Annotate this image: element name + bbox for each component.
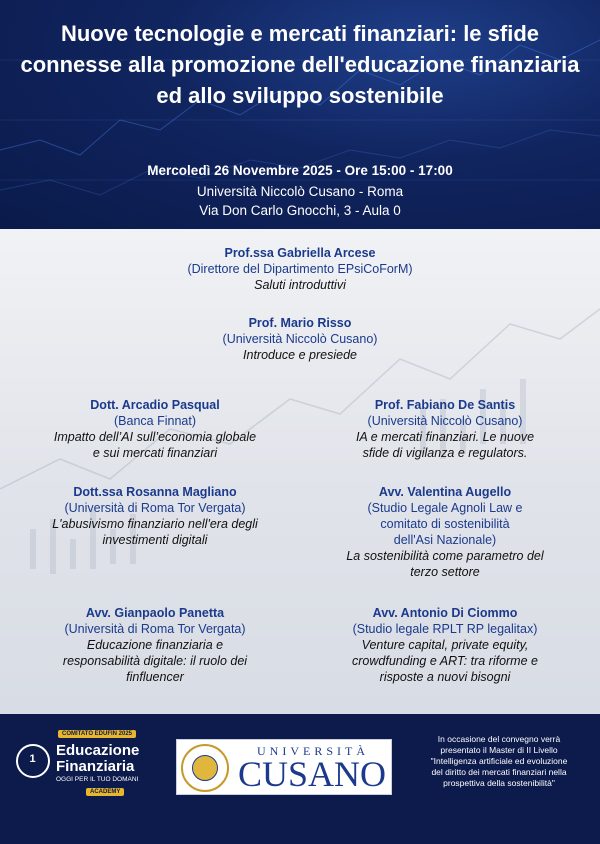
speaker-magliano (20, 484, 290, 548)
event-venue: Università Niccolò Cusano - Roma (196, 184, 404, 199)
speaker-risso (100, 315, 500, 363)
speaker-role: Introduce e presiede (243, 348, 357, 362)
speaker-panetta (20, 605, 290, 685)
speaker-name: Prof. Fabiano De Santis (374, 398, 516, 412)
header-banner (0, 0, 600, 229)
speaker-affiliation: (Università Niccolò Cusano) (222, 332, 378, 346)
speaker-name: Avv. Antonio Di Ciommo (372, 606, 518, 620)
announcement-line: prospettiva della sostenibilità" (443, 778, 555, 788)
event-title: Nuove tecnologie e mercati finanziari: le sfide connesse alla promozione dell'educazione finanziaria ed allo sviluppo sostenibile (20, 21, 580, 108)
speaker-name: Avv. Gianpaolo Panetta (85, 606, 225, 620)
talk-title-line: finfluencer (126, 670, 184, 684)
speaker-name: Avv. Valentina Augello (378, 485, 512, 499)
announcement-line: presentato il Master di II Livello (440, 745, 558, 755)
speaker-affiliation-line: comitato di sostenibilità (380, 517, 510, 531)
talk-title-line: La sostenibilità come parametro del (346, 549, 544, 563)
speaker-affiliation: (Università Niccolò Cusano) (367, 414, 523, 428)
footer-bar (0, 714, 600, 844)
talk-title-line: sfide di vigilanza e regulators. (362, 446, 528, 460)
speaker-affiliation-line: dell'Asi Nazionale) (393, 533, 497, 547)
speaker-name: Prof.ssa Gabriella Arcese (224, 246, 376, 260)
speakers-section (0, 229, 600, 714)
event-location (0, 182, 600, 220)
talk-title-line: Venture capital, private equity, (361, 638, 529, 652)
edufin-academy-badge: ACADEMY (86, 788, 124, 796)
speaker-affiliation: (Banca Finnat) (114, 414, 196, 428)
announcement-line: "Intelligenza artificiale ed evoluzione (430, 756, 568, 766)
master-announcement (410, 734, 588, 789)
speaker-augello (310, 484, 580, 580)
announcement-line: In occasione del convegno verrà (437, 734, 561, 744)
talk-title-line: investimenti digitali (102, 533, 208, 547)
speaker-name: Dott.ssa Rosanna Magliano (73, 485, 237, 499)
talk-title-line: L'abusivismo finanziario nell'era degli (52, 517, 258, 531)
edufin-tagline: OGGI PER IL TUO DOMANI (56, 776, 139, 783)
university-seal-icon (181, 744, 229, 792)
speaker-arcese (100, 245, 500, 293)
speaker-affiliation: (Università di Roma Tor Vergata) (64, 501, 246, 515)
speaker-pasqual (20, 397, 290, 461)
talk-title-line: IA e mercati finanziari. Le nuove (355, 430, 535, 444)
speaker-role: Saluti introduttivi (254, 278, 346, 292)
talk-title-line: e sui mercati finanziari (92, 446, 218, 460)
talk-title-line: Educazione finanziaria e (86, 638, 224, 652)
speaker-affiliation: (Direttore del Dipartimento EPsiCoForM) (187, 262, 413, 276)
speaker-name: Dott. Arcadio Pasqual (90, 398, 220, 412)
cusano-logo-name: CUSANO (237, 754, 387, 794)
talk-title-line: responsabilità digitale: il ruolo dei (62, 654, 248, 668)
edufin-title-line: Finanziaria (56, 758, 135, 775)
event-address: Via Don Carlo Gnocchi, 3 - Aula 0 (199, 203, 401, 218)
talk-title-line: risposte a nuovi bisogni (379, 670, 511, 684)
cusano-university-logo (176, 739, 392, 795)
talk-title-line: crowdfunding e ART: tra riforme e (352, 654, 538, 668)
talk-title-line: Impatto dell’AI sull’economia globale (53, 430, 257, 444)
edufin-title-line: Educazione (56, 742, 140, 759)
edufin-emblem-icon: 1 (16, 744, 50, 778)
speaker-affiliation: (Università di Roma Tor Vergata) (64, 622, 246, 636)
event-date-time: Mercoledì 26 Novembre 2025 - Ore 15:00 - 17:00 (147, 163, 453, 178)
edufin-logo (16, 730, 166, 816)
speaker-affiliation: (Studio legale RPLT RP legalitax) (352, 622, 538, 636)
announcement-line: del diritto dei mercati finanziari nella (431, 767, 567, 777)
speaker-name: Prof. Mario Risso (248, 316, 352, 330)
talk-title-line: terzo settore (410, 565, 480, 579)
speaker-desantis (310, 397, 580, 461)
speaker-affiliation-line: (Studio Legale Agnoli Law e (367, 501, 523, 515)
edufin-committee-badge: COMITATO EDUFIN 2025 (58, 730, 136, 738)
cusano-logo-top: UNIVERSITÀ (257, 744, 369, 758)
speaker-diciommo (310, 605, 580, 685)
